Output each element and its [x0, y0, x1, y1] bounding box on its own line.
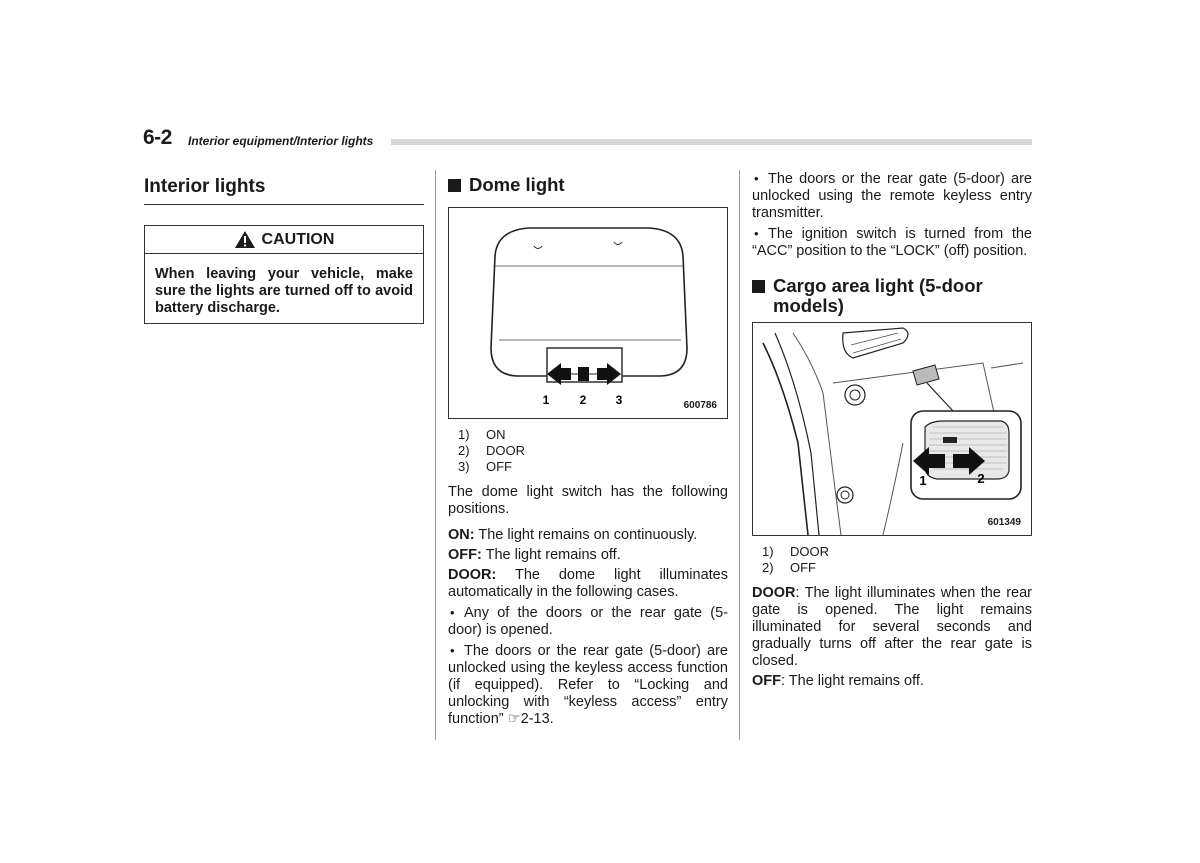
cargo-off: OFF: The light remains off.	[752, 673, 924, 689]
caution-box	[144, 225, 424, 324]
column-cargo-light	[752, 170, 1032, 690]
legend-item: 3) OFF	[458, 459, 512, 474]
square-bullet-icon	[448, 179, 461, 192]
bullet-remote-keyless: • The doors or the rear gate (5-door) are unlocked using the remote keyless entry transmitter.	[752, 170, 1032, 222]
square-bullet-icon	[752, 280, 765, 293]
heading-interior-lights: Interior lights	[144, 176, 424, 205]
dome-intro: The dome light switch has the following positions.	[448, 484, 728, 517]
cargo-label-1: 1	[919, 473, 927, 488]
dome-light-illustration	[449, 208, 727, 418]
legend-item: 2) DOOR	[458, 443, 525, 458]
figure-code: 601349	[987, 517, 1021, 528]
cargo-legend	[752, 544, 1032, 576]
caution-text: When leaving your vehicle, make sure the lights are turned off to avoid battery discharge.	[155, 266, 413, 316]
column-divider	[435, 170, 436, 740]
section-title: Interior equipment/Interior lights	[188, 134, 374, 148]
header-rule	[391, 139, 1032, 145]
cargo-light-illustration	[753, 323, 1031, 535]
bullet-doors-opened: • Any of the doors or the rear gate (5-door) is opened.	[448, 604, 728, 639]
dome-label-1: 1	[542, 393, 550, 407]
column-dome-light	[448, 170, 728, 728]
heading-cargo-light-text: Cargo area light (5-door models)	[773, 275, 983, 316]
dome-light-figure	[448, 207, 728, 419]
caution-label: CAUTION	[261, 230, 335, 248]
column-interior-lights	[144, 170, 424, 324]
heading-dome-light-text: Dome light	[469, 174, 565, 195]
dome-off: OFF: The light remains off.	[448, 547, 621, 563]
caution-header	[145, 226, 423, 254]
cargo-light-figure	[752, 322, 1032, 536]
figure-code: 600786	[683, 400, 717, 411]
dome-label-2: 2	[579, 393, 587, 407]
warning-icon	[234, 230, 256, 249]
cargo-door: DOOR: The light illuminates when the rear gate is opened. The light remains illuminated for several seconds and gradually turns off after the rear gate is closed.	[752, 585, 1032, 669]
heading-cargo-light	[752, 276, 1032, 316]
legend-item: 2) OFF	[762, 560, 816, 575]
legend-item: 1) ON	[458, 427, 506, 442]
page-header	[143, 126, 1032, 148]
dome-door: DOOR: The dome light illuminates automatically in the following cases.	[448, 567, 728, 600]
heading-dome-light	[448, 175, 728, 195]
page-number: 6-2	[143, 126, 172, 149]
dome-legend	[448, 427, 728, 475]
cargo-label-2: 2	[977, 471, 985, 486]
dome-label-3: 3	[615, 393, 623, 407]
dome-on: ON: The light remains on continuously.	[448, 527, 698, 543]
column-divider	[739, 170, 740, 740]
bullet-keyless-access: • The doors or the rear gate (5-door) are unlocked using the keyless access function (if equipped). Refer to “Locking and unlocking with “keyless access” entry function” ☞2-13.	[448, 642, 728, 728]
legend-item: 1) DOOR	[762, 544, 829, 559]
bullet-ignition-switch: • The ignition switch is turned from the “ACC” position to the “LOCK” (off) position.	[752, 225, 1032, 260]
